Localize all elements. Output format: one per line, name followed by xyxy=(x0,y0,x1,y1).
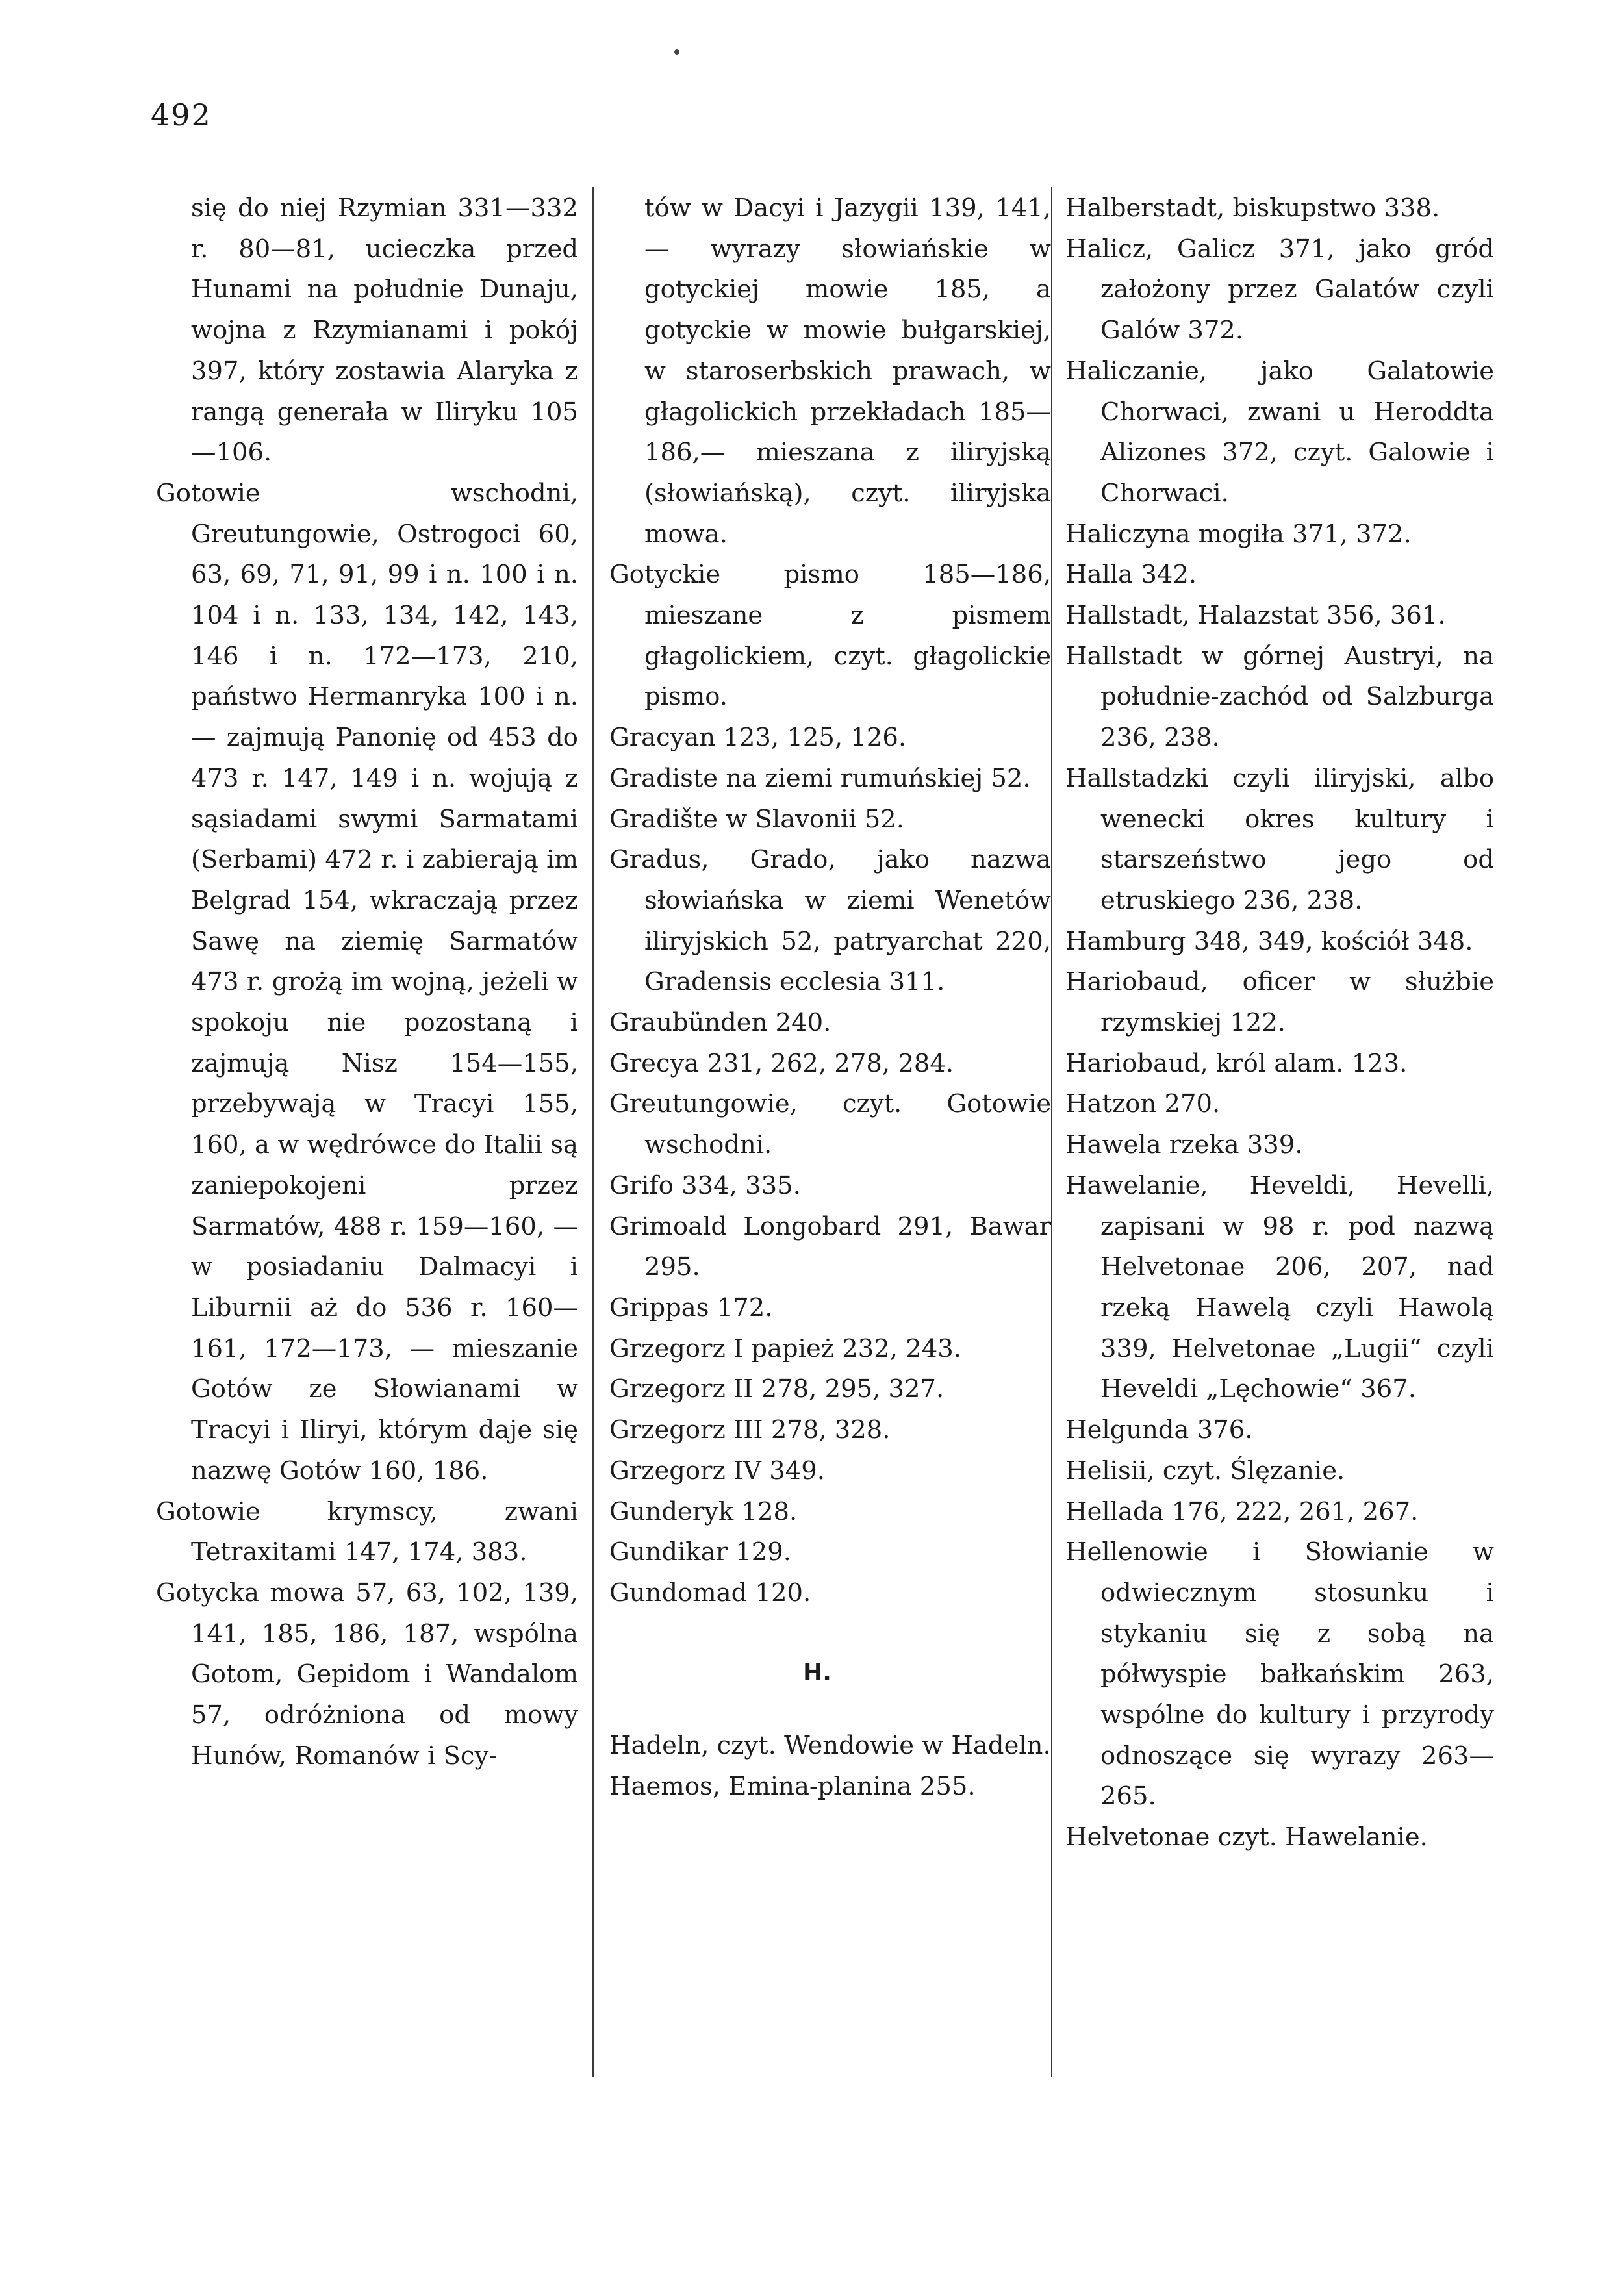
index-entry: Hariobaud, król alam. 123. xyxy=(1065,1048,1408,1078)
index-entry: Hadeln, czyt. Wendowie w Hadeln. xyxy=(609,1731,1051,1761)
index-entry: Grecya 231, 262, 278, 284. xyxy=(609,1048,954,1078)
index-entry: Greutungowie, czyt. Gotowie wschodni. xyxy=(609,1089,1051,1160)
index-entry: Hatzon 270. xyxy=(1065,1089,1221,1119)
index-column-1 xyxy=(156,188,578,1776)
index-entry: Hamburg 348, 349, kościół 348. xyxy=(1065,926,1473,956)
index-column-2 xyxy=(609,188,1051,1808)
index-entry: Hawelanie, Heveldi, Hevelli, zapisani w 98 r. pod nazwą Helvetonae 206, 207, nad rzeką Hawelą czyli Hawolą 339, Helvetonae „Lugii“ czyli Heveldi „Lęchowie“ 367. xyxy=(1065,1170,1494,1404)
index-entry: Hellada 176, 222, 261, 267. xyxy=(1065,1496,1419,1526)
column-divider xyxy=(1051,187,1052,2077)
index-entry: Hallstadt w górnej Austryi, na południe-zachód od Salzburga 236, 238. xyxy=(1065,641,1494,753)
page-number: 492 xyxy=(151,97,212,132)
index-entry: Gradus, Grado, jako nazwa słowiańska w ziemi Wenetów iliryjskich 52, patryarchat 220, Gradensis ecclesia 311. xyxy=(609,845,1051,997)
index-entry: Helvetonae czyt. Hawelanie. xyxy=(1065,1823,1428,1852)
index-entry: Grzegorz III 278, 328. xyxy=(609,1415,891,1445)
index-entry: Hariobaud, oficer w służbie rzymskiej 122. xyxy=(1065,967,1494,1038)
index-entry: Graubünden 240. xyxy=(609,1008,831,1038)
index-entry: Helisii, czyt. Ślęzanie. xyxy=(1065,1456,1345,1485)
index-entry: się do niej Rzymian 331—332 r. 80—81, ucieczka przed Hunami na południe Dunaju, wojna z Rzymianami i pokój 397, który zostawia Alaryka z rangą generała w Iliryku 105—106. xyxy=(191,194,578,468)
index-entry: Gotyckie pismo 185—186, mieszane z pismem głagolickiem, czyt. głagolickie pismo. xyxy=(609,560,1051,712)
index-entry: Grimoald Longobard 291, Bawar 295. xyxy=(609,1211,1051,1282)
index-entry: Hallstadt, Halazstat 356, 361. xyxy=(1065,601,1446,631)
index-entry: Haliczyna mogiła 371, 372. xyxy=(1065,519,1412,549)
section-heading: H. xyxy=(803,1659,831,1686)
index-entry: Gotowie wschodni, Greutungowie, Ostrogoci 60, 63, 69, 71, 91, 99 i n. 100 i n. 104 i n. 133, 134, 142, 143, 146 i n. 172—173, 210, państwo Hermanryka 100 i n. — zajmują Panonię od 453 do 473 r. 147, 149 i n. wojują z sąsiadami swymi Sarmatami (Serbami) 472 r. i zabierają im Belgrad 154, wkraczają przez Sawę na ziemię Sarmatów 473 r. grożą im wojną, jeżeli w spokoju nie pozostaną i zajmują Nisz 154—155, przebywają w Tracyi 155, 160, a w wędrówce do Italii są zaniepokojeni przez Sarmatów, 488 r. 159—160, — w posiadaniu Dalmacyi i Liburnii aż do 536 r. 160—161, 172—173, — mieszanie Gotów ze Słowianami w Tracyi i Iliryi, którym daje się nazwę Gotów 160, 186. xyxy=(156,478,578,1485)
index-entry: Grzegorz I papież 232, 243. xyxy=(609,1333,961,1363)
index-entry: Helgunda 376. xyxy=(1065,1415,1253,1445)
index-entry: Halla 342. xyxy=(1065,560,1197,590)
index-entry: Grippas 172. xyxy=(609,1293,773,1322)
index-column-3 xyxy=(1065,188,1494,1858)
ink-speck xyxy=(674,49,679,55)
index-entry: Gracyan 123, 125, 126. xyxy=(609,723,907,753)
index-entry: Gundikar 129. xyxy=(609,1537,791,1567)
index-entry: Hawela rzeka 339. xyxy=(1065,1130,1303,1160)
index-entry: tów w Dacyi i Jazygii 139, 141, — wyrazy słowiańskie w gotyckiej mowie 185, a gotyckie w mowie bułgarskiej, w staroserbskich prawach, w głagolickich przekładach 185—186,— mieszana z iliryjską (słowiańską), czyt. iliryjska mowa. xyxy=(644,194,1051,549)
index-entry: Halberstadt, biskupstwo 338. xyxy=(1065,194,1440,223)
index-entry: Haemos, Emina-planina 255. xyxy=(609,1772,976,1802)
index-entry: Gundomad 120. xyxy=(609,1578,811,1608)
index-entry: Grzegorz IV 349. xyxy=(609,1456,825,1485)
column-divider xyxy=(592,187,594,2077)
index-entry: Hellenowie i Słowianie w odwiecznym stosunku i stykaniu się z sobą na półwyspie bałkańskim 263, wspólne do kultury i przyrody odnoszące się wyrazy 263—265. xyxy=(1065,1537,1494,1811)
index-entry: Gunderyk 128. xyxy=(609,1496,798,1526)
index-entry: Gotycka mowa 57, 63, 102, 139, 141, 185, 186, 187, wspólna Gotom, Gepidom i Wandalom 57, odróżniona od mowy Hunów, Romanów i Scy- xyxy=(156,1578,578,1771)
index-entry: Gotowie krymscy, zwani Tetraxitami 147, 174, 383. xyxy=(156,1496,578,1567)
index-entry: Grzegorz II 278, 295, 327. xyxy=(609,1374,945,1404)
index-entry: Gradište w Slavonii 52. xyxy=(609,804,904,834)
index-entry: Haliczanie, jako Galatowie Chorwaci, zwani u Heroddta Alizones 372, czyt. Galowie i Chorwaci. xyxy=(1065,356,1494,508)
index-entry: Halicz, Galicz 371, jako gród założony przez Galatów czyli Galów 372. xyxy=(1065,234,1494,346)
index-entry: Gradiste na ziemi rumuńskiej 52. xyxy=(609,763,1031,793)
index-entry: Grifo 334, 335. xyxy=(609,1170,801,1200)
index-entry: Hallstadzki czyli iliryjski, albo wenecki okres kultury i starszeństwo jego od etruskiego 236, 238. xyxy=(1065,763,1494,915)
